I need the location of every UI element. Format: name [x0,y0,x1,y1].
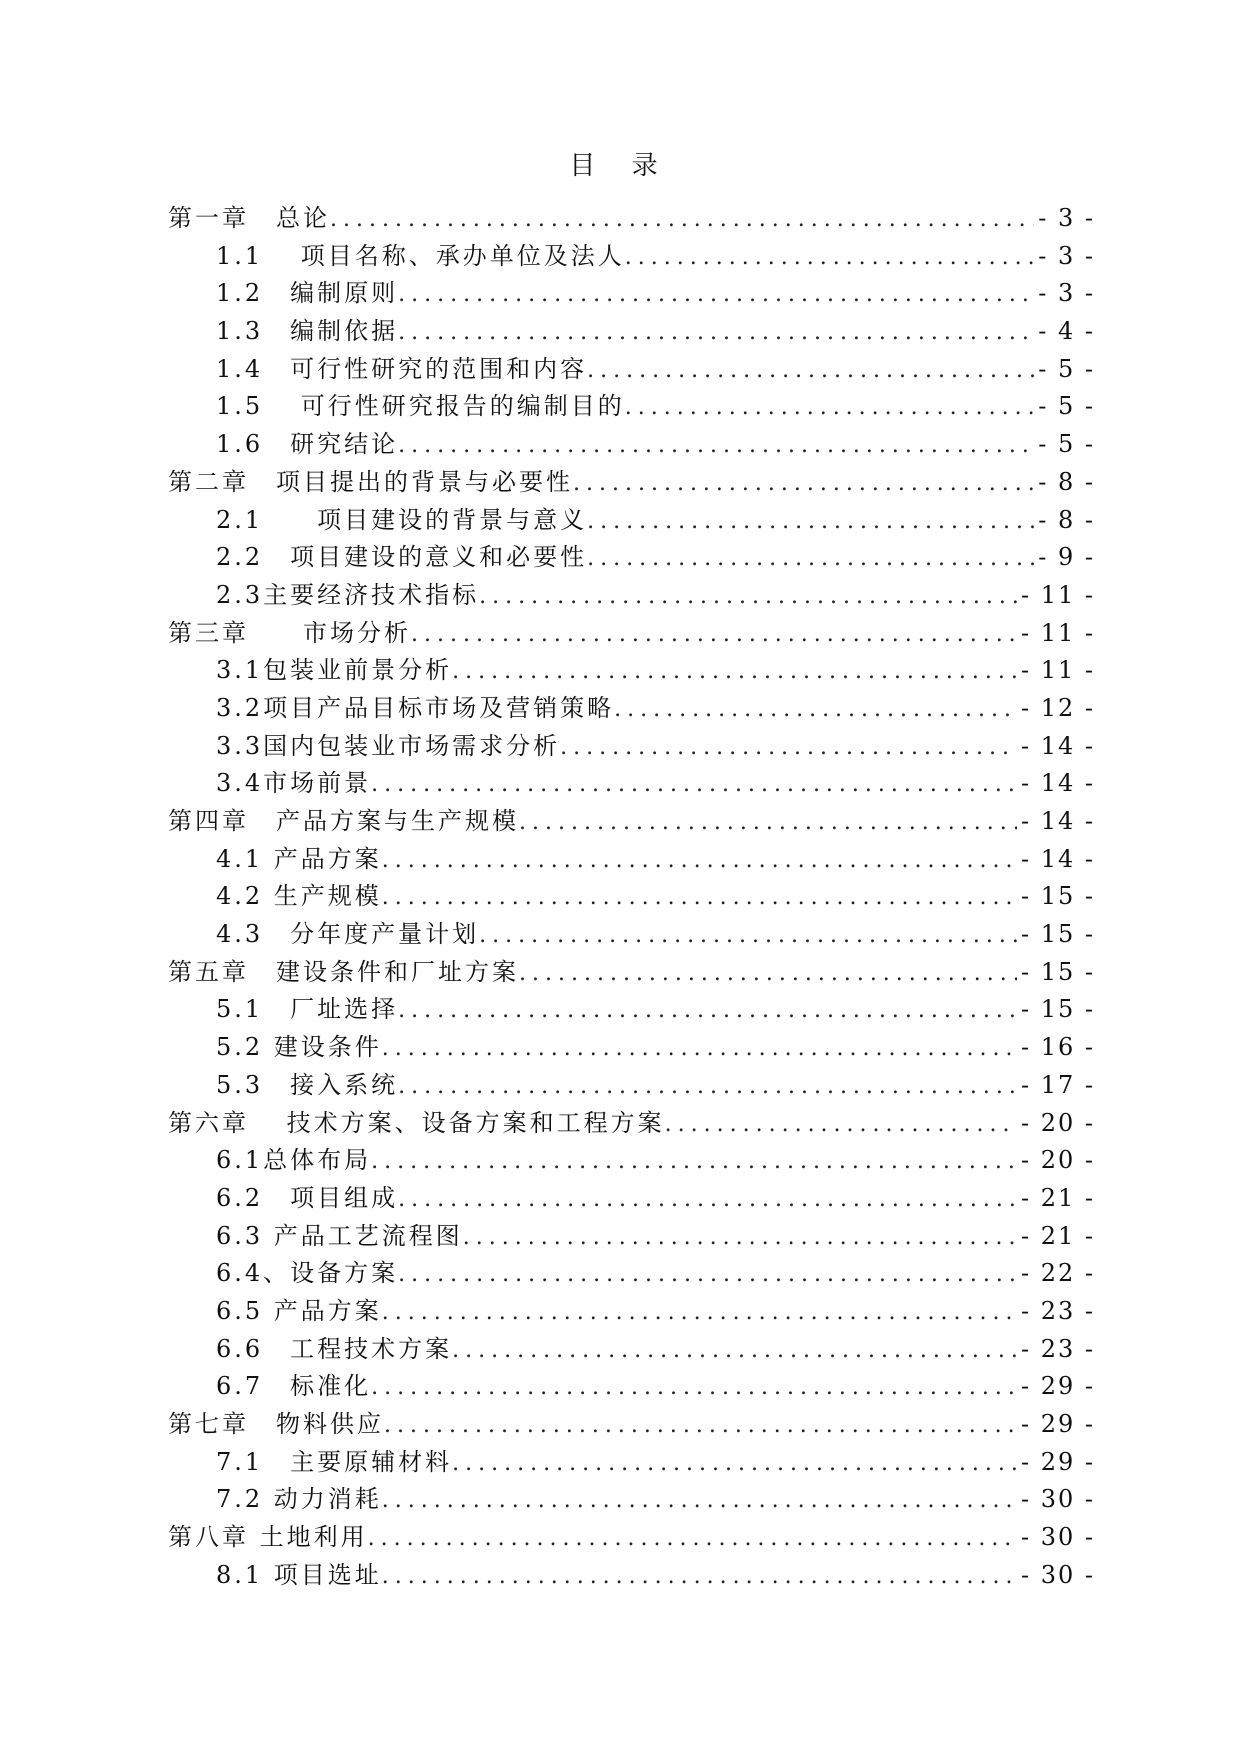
toc-chapter-entry[interactable] [168,1105,1095,1143]
toc-dot-leader [384,1407,1017,1445]
toc-entry-title: 第六章 技术方案、设备方案和工程方案 [168,1108,665,1137]
toc-section-entry[interactable] [168,728,1095,766]
toc-dot-leader [452,1332,1017,1370]
toc-dot-leader [382,1482,1017,1520]
toc-page-number: - 14 - [1020,731,1095,760]
toc-entry-title: 6.4、设备方案 [216,1259,399,1288]
toc-page-number: - 29 - [1020,1410,1095,1438]
toc-page-number: - 23 - [1020,1296,1095,1325]
toc-page-number: - 17 - [1020,1070,1095,1099]
toc-entry-title: 3.2项目产品目标市场及营销策略 [216,693,615,722]
toc-dot-leader [625,389,1034,427]
toc-entry-title: 8.1 项目选址 [216,1560,382,1589]
toc-dot-leader [398,1181,1017,1219]
toc-section-entry[interactable] [168,1557,1095,1595]
toc-dot-leader [382,1558,1017,1596]
toc-section-entry[interactable] [168,1218,1095,1256]
toc-dot-leader [368,1520,1017,1558]
toc-dot-leader [452,1445,1017,1483]
toc-dot-leader [398,1068,1017,1106]
toc-dot-leader [371,1143,1017,1181]
toc-entry-title: 2.3主要经济技术指标 [216,580,480,609]
toc-section-entry[interactable] [168,1331,1095,1369]
toc-page-number: - 3 - [1038,279,1095,308]
toc-chapter-entry[interactable] [168,464,1095,502]
toc-section-entry[interactable] [168,1142,1095,1180]
toc-page-number: - 11 - [1020,580,1095,609]
toc-section-entry[interactable] [168,765,1095,803]
toc-entry-title: 4.1 产品方案 [216,844,382,873]
toc-chapter-entry[interactable] [168,200,1095,238]
toc-entry-title: 3.4市场前景 [216,769,372,798]
toc-chapter-entry[interactable] [168,1519,1095,1557]
toc-section-entry[interactable] [168,1029,1095,1067]
toc-page-number: - 8 - [1038,505,1095,534]
toc-entry-title: 1.6 研究结论 [216,430,399,459]
toc-section-entry[interactable] [168,238,1095,276]
toc-page-number: - 21 - [1020,1221,1095,1250]
toc-section-entry[interactable] [168,991,1095,1029]
toc-entry-title: 6.7 标准化 [216,1372,372,1401]
toc-dot-leader [382,879,1017,917]
toc-dot-leader [411,616,1017,654]
toc-page-number: - 20 - [1020,1146,1095,1175]
toc-page-number: - 29 - [1020,1372,1095,1401]
toc-entry-title: 1.3 编制依据 [216,317,399,346]
toc-section-entry[interactable] [168,313,1095,351]
toc-page-number: - 16 - [1020,1033,1095,1062]
toc-section-entry[interactable] [168,388,1095,426]
toc-chapter-entry[interactable] [168,615,1095,653]
toc-entry-title: 4.2 生产规模 [216,882,382,911]
toc-dot-leader [519,804,1017,842]
toc-entry-title: 6.6 工程技术方案 [216,1334,453,1363]
toc-page-number: - 30 - [1020,1523,1095,1552]
toc-dot-leader [519,955,1017,993]
toc-dot-leader [371,1369,1017,1407]
toc-entry-title: 6.5 产品方案 [216,1296,382,1325]
toc-entry-title: 5.2 建设条件 [216,1033,382,1062]
toc-dot-leader [665,1106,1017,1144]
toc-dot-leader [398,276,1034,314]
toc-page-number: - 4 - [1038,317,1095,346]
toc-page-number: - 20 - [1020,1108,1095,1137]
toc-page-number: - 5 - [1038,354,1095,383]
toc-page-number: - 9 - [1038,543,1095,572]
toc-page-number: - 14 - [1020,769,1095,798]
toc-section-entry[interactable] [168,577,1095,615]
toc-section-entry[interactable] [168,1481,1095,1519]
toc-dot-leader [463,1219,1017,1257]
toc-section-entry[interactable] [168,351,1095,389]
toc-dot-leader [625,239,1034,277]
toc-section-entry[interactable] [168,841,1095,879]
toc-page-number: - 15 - [1020,995,1095,1024]
toc-page-number: - 30 - [1020,1485,1095,1514]
toc-dot-leader [371,766,1017,804]
toc-entry-title: 2.2 项目建设的意义和必要性 [216,543,588,572]
toc-dot-leader [398,314,1034,352]
toc-entry-title: 第四章 产品方案与生产规模 [168,807,519,835]
toc-page-number: - 15 - [1020,920,1095,949]
toc-entry-title: 第二章 项目提出的背景与必要性 [168,467,573,496]
toc-section-entry[interactable] [168,1444,1095,1482]
toc-dot-leader [398,427,1034,465]
toc-dot-leader [587,503,1034,541]
toc-entry-title: 7.2 动力消耗 [216,1485,382,1514]
toc-entry-title: 2.1 项目建设的背景与意义 [216,505,588,534]
toc-section-entry[interactable] [168,502,1095,540]
toc-page-number: - 3 - [1038,241,1095,270]
toc-section-entry[interactable] [168,690,1095,728]
toc-section-entry[interactable] [168,1180,1095,1218]
toc-entry-title: 6.1总体布局 [216,1146,372,1175]
toc-entry-title: 第一章 总论 [168,204,330,232]
toc-entry-title: 第七章 物料供应 [168,1410,384,1438]
toc-dot-leader [452,653,1017,691]
toc-section-entry[interactable] [168,1368,1095,1406]
toc-page-number: - 21 - [1020,1183,1095,1212]
toc-entry-title: 第五章 建设条件和厂址方案 [168,957,519,986]
toc-entry-title: 1.2 编制原则 [216,279,399,308]
toc-page-number: - 14 - [1020,844,1095,873]
toc-page-number: - 5 - [1038,430,1095,459]
toc-page-number: - 14 - [1020,807,1095,835]
toc-entry-title: 3.3国内包装业市场需求分析 [216,731,561,760]
toc-page-number: - 30 - [1020,1560,1095,1589]
toc-page-number: - 12 - [1020,693,1095,722]
toc-dot-leader [587,352,1034,390]
toc-entry-title: 7.1 主要原辅材料 [216,1447,453,1476]
toc-dot-leader [614,691,1017,729]
toc-page-number: - 3 - [1038,204,1095,232]
toc-page-number: - 23 - [1020,1334,1095,1363]
toc-page-number: - 11 - [1020,656,1095,685]
toc-entry-title: 6.2 项目组成 [216,1183,399,1212]
toc-section-entry[interactable] [168,539,1095,577]
toc-entry-title: 3.1包装业前景分析 [216,656,453,685]
toc-dot-leader [587,540,1034,578]
toc-entry-title: 4.3 分年度产量计划 [216,920,480,949]
toc-entry-title: 1.5 可行性研究报告的编制目的 [216,392,625,421]
toc-section-entry[interactable] [168,426,1095,464]
toc-title: 目 录 [569,151,672,181]
toc-dot-leader [382,1294,1017,1332]
toc-page-number: - 22 - [1020,1259,1095,1288]
toc-dot-leader [573,465,1034,503]
table-of-contents [168,200,1095,1594]
toc-dot-leader [382,1030,1017,1068]
toc-section-entry[interactable] [168,275,1095,313]
toc-dot-leader [398,1256,1017,1294]
toc-dot-leader [479,578,1017,616]
toc-dot-leader [479,917,1017,955]
toc-page-number: - 11 - [1020,618,1095,647]
toc-entry-title: 第三章 市场分析 [168,618,411,647]
toc-section-entry[interactable] [168,1067,1095,1105]
toc-chapter-entry[interactable] [168,1406,1095,1444]
toc-entry-title: 1.4 可行性研究的范围和内容 [216,354,588,383]
toc-dot-leader [560,729,1017,767]
toc-dot-leader [398,992,1017,1030]
toc-page-number: - 15 - [1020,882,1095,911]
toc-chapter-entry[interactable] [168,954,1095,992]
toc-section-entry[interactable] [168,652,1095,690]
toc-section-entry[interactable] [168,1255,1095,1293]
toc-entry-title: 5.3 接入系统 [216,1070,399,1099]
toc-section-entry[interactable] [168,916,1095,954]
toc-section-entry[interactable] [168,1293,1095,1331]
toc-page-number: - 5 - [1038,392,1095,421]
toc-entry-title: 1.1 项目名称、承办单位及法人 [216,241,625,270]
toc-chapter-entry[interactable] [168,803,1095,841]
toc-page-number: - 29 - [1020,1447,1095,1476]
toc-page-number: - 8 - [1038,467,1095,496]
toc-page-number: - 15 - [1020,957,1095,986]
toc-entry-title: 5.1 厂址选择 [216,995,399,1024]
toc-entry-title: 第八章 土地利用 [168,1523,368,1552]
toc-dot-leader [382,842,1017,880]
toc-section-entry[interactable] [168,878,1095,916]
toc-dot-leader [330,201,1034,239]
toc-entry-title: 6.3 产品工艺流程图 [216,1221,463,1250]
